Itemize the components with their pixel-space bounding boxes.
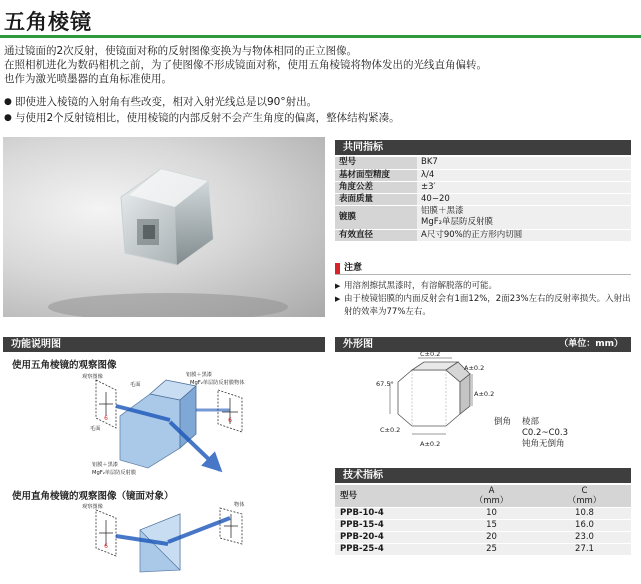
bullet-item [4,94,634,110]
dim-right: A±0.2 [474,390,495,398]
spec-value [417,205,631,229]
function-section-heading [3,337,325,352]
label-observed: 观察图像 [82,374,103,380]
svg-text:6: 6 [104,543,108,550]
col-c-name: C [581,485,588,496]
spec-key: 表面质量 [335,193,417,205]
cell-model: PPB-20-4 [335,531,445,543]
triangle-bullet-icon: ▶ [335,295,341,303]
feature-bullets [4,94,634,126]
label-coating2: MgF₂单层防反射膜 [190,380,234,386]
chamfer-line: 棱部 [522,417,540,427]
spec-row [335,181,631,193]
spec-value: A尺寸90%的正方形内切圆 [417,229,631,241]
diagram2-title: 使用直角棱镜的观察图像（镜面对象） [12,491,174,502]
title-rule [0,35,641,38]
chamfer-line: C0.2~C0.3 [522,428,569,438]
cell-a: 15 [445,519,538,531]
notes-heading [335,262,631,275]
col-c-unit: （mm） [567,495,602,506]
col-a-unit: （mm） [474,495,509,506]
section-heading-text: 外形图 [343,339,373,350]
pentaprism-photo-illustration [3,137,325,317]
diagram1-title: 使用五角棱镜的观察图像 [12,360,117,371]
cell-a: 25 [445,543,538,555]
label-observed2: 观察图像 [82,504,103,510]
spec-value: λ/4 [417,169,631,181]
spec-value: BK7 [417,157,631,169]
spec-row [335,169,631,181]
section-heading-text: 功能说明图 [11,339,61,350]
spec-row [335,193,631,205]
label-plane1: 毛面 [130,382,141,388]
spec-value: ±3′ [417,181,631,193]
pentaprism-function-diagram [20,370,320,480]
spec-value-line: 铝膜＋黑漆 [421,206,464,216]
dim-top: C±0.2 [420,352,441,358]
cell-a: 10 [445,507,538,519]
intro-line: 也作为激光喷墨器的直角标准使用。 [4,73,172,85]
notes-list [335,280,635,319]
chamfer-label: 倒角 [494,417,512,427]
spec-key: 基材面型精度 [335,169,417,181]
cell-c: 16.0 [538,519,631,531]
tech-specs-heading [335,468,631,483]
unit-label: （单位：mm） [559,339,623,349]
right-angle-prism-diagram [20,500,320,580]
table-row [335,507,631,519]
spec-value-line: MgF₂单层防反射膜 [421,217,494,227]
dim-bottom: A±0.2 [420,440,441,448]
bullet-item [4,110,634,126]
table-row [335,543,631,555]
note-item [335,293,635,319]
spec-row [335,205,631,229]
label-object2: 物体 [234,502,245,508]
note-text: 由于棱镜铝膜的内面反射会有1面12%，2面23%左右的反射率损失。入射出射的效率为77%左右。 [344,294,631,317]
section-heading-text: 共同指标 [343,142,383,153]
product-photo [3,137,325,317]
table-row [335,531,631,543]
svg-text:6: 6 [228,417,232,424]
intro-text [4,44,634,86]
common-specs-heading [335,140,631,155]
intro-line: 通过镜面的2次反射，使镜面对称的反射图像变换为与物体相同的正立图像。 [4,45,358,57]
label-plane2: 毛面 [90,426,101,432]
spec-value: 40−20 [417,193,631,205]
note-marker [335,263,340,274]
tech-header-row [335,485,631,507]
pentaprism-outline-drawing [360,352,500,452]
cell-model: PPB-10-4 [335,507,445,519]
bullet-dot-icon: ● [4,113,12,123]
bullet-text: 与使用2个反射镜相比，使用棱镜的内部反射不会产生角度的偏离，整体结构紧凑。 [15,112,400,124]
bullet-text: 即使进入棱镜的入射角有些改变，相对入射光线总是以90°射出。 [15,96,318,108]
chamfer-line: 钝角无倒角 [522,439,565,449]
note-text: 用溶剂擦拭黑漆时，有溶解脱落的可能。 [344,281,498,291]
dim-angle: 67.5° [376,380,394,388]
cell-model: PPB-15-4 [335,519,445,531]
title-area [0,0,641,40]
dim-bottom-left: C±0.2 [380,426,401,434]
col-a-name: A [488,485,495,496]
tech-specs-table [335,485,631,556]
cell-c: 23.0 [538,531,631,543]
dim-top-right: A±0.2 [464,364,485,372]
label-object: 物体 [234,380,245,386]
table-row [335,519,631,531]
col-a [445,485,538,507]
spec-key: 有效直径 [335,229,417,241]
svg-text:6: 6 [104,415,108,422]
label-coating1: 铝膜＋黑漆 [186,372,212,378]
intro-line: 在照相机进化为数码相机之前，为了使图像不形成镜面对称，使用五角棱镜将物体发出的光线直角偏转。 [4,59,487,71]
spec-key: 型号 [335,157,417,169]
spec-row [335,229,631,241]
col-model: 型号 [335,485,445,507]
cell-c: 27.1 [538,543,631,555]
spec-key: 角度公差 [335,181,417,193]
chamfer-note [494,417,568,450]
note-item [335,280,635,293]
cell-c: 10.8 [538,507,631,519]
label-coating3: 铝膜＋黑漆 [92,462,118,468]
bullet-dot-icon: ● [4,97,12,107]
col-c [538,485,631,507]
cell-a: 20 [445,531,538,543]
notes-heading-text: 注意 [344,263,363,273]
label-coating4: MgF₂单层防反射膜 [92,470,136,476]
triangle-bullet-icon: ▶ [335,282,341,290]
section-heading-text: 技术指标 [343,470,383,481]
page-title: 五角棱镜 [4,10,92,34]
spec-key: 镀膜 [335,205,417,229]
common-specs-table [335,157,631,242]
spec-row [335,157,631,169]
cell-model: PPB-25-4 [335,543,445,555]
outline-section-heading [335,337,631,352]
